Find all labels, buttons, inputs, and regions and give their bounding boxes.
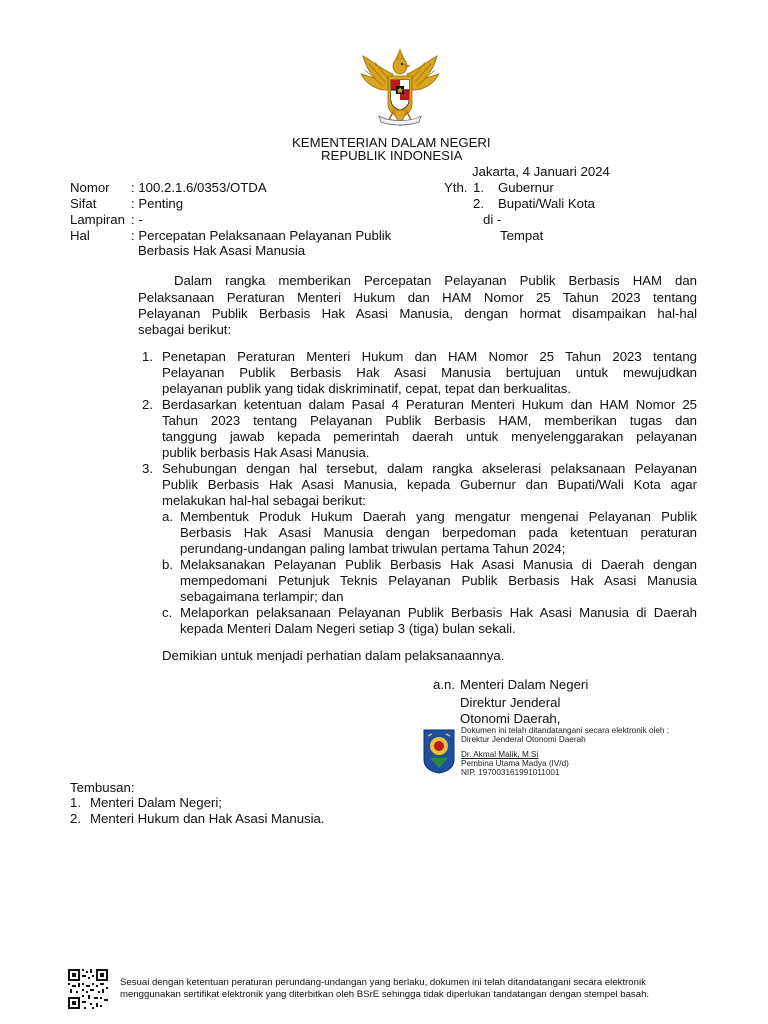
signature-line-1: Menteri Dalam Negeri [460, 677, 589, 692]
subpoint-a-line-2: Berbasis Hak Asasi Manusia dengan berpedoman pada ketentuan peraturan [180, 525, 697, 540]
subpoint-c-line-2: kepada Menteri Dalam Negeri setiap 3 (tiga) bulan sekali. [180, 621, 516, 636]
subpoint-letter-c: c. [162, 605, 173, 620]
point-number-3: 3. [142, 461, 153, 476]
footer-note-line-2: menggunakan sertifikat elektronik yang diterbitkan oleh BSrE sehingga tidak diperlukan tandatangan dengan stempel basah. [120, 989, 650, 1000]
point-2-line-2: Tahun 2023 tentang Pelayanan Publik Berbasis HAM, memberikan tugas dan [162, 413, 697, 428]
garuda-pancasila-icon [355, 44, 445, 134]
institution-title: KEMENTERIAN DALAM NEGERI [292, 135, 491, 150]
meta-label-lampiran: Lampiran [70, 212, 125, 227]
recipient-yth: Yth. [444, 180, 468, 195]
kemendagri-seal-icon [422, 728, 456, 774]
point-number-1: 1. [142, 349, 153, 364]
meta-value-lampiran: : - [131, 212, 143, 227]
qr-code-graphic [68, 969, 108, 1009]
signer-nip: NIP. 197003161991011001 [461, 768, 560, 777]
country-title: REPUBLIK INDONESIA [321, 148, 463, 163]
recipient-name-2: Bupati/Wali Kota [498, 196, 595, 211]
meta-value-hal-line2: Berbasis Hak Asasi Manusia [138, 243, 306, 258]
footer-note-line-1: Sesuai dengan ketentuan peraturan perundang-undangan yang berlaku, dokumen ini telah ditandatangani secara elektronik [120, 977, 646, 988]
subpoint-b-line-2: mempedomani Petunjuk Teknis Pelayanan Publik Berbasis Hak Asasi Manusia [180, 573, 697, 588]
signature-an: a.n. [433, 677, 455, 692]
point-1-line-1: Penetapan Peraturan Menteri Hukum dan HAM Nomor 25 Tahun 2023 tentang [162, 349, 697, 364]
letter-date: Jakarta, 4 Januari 2024 [472, 164, 610, 179]
intro-line-3: Pelayanan Publik Berbasis Hak Asasi Manusia, dengan hormat disampaikan hal-hal [138, 306, 697, 321]
point-2-line-4: publik berbasis Hak Asasi Manusia. [162, 445, 370, 460]
point-3-line-3: melakukan hal-hal sebagai berikut: [162, 493, 366, 508]
tembusan-item-1: Menteri Dalam Negeri; [90, 795, 222, 810]
signer-rank: Pembina Utama Madya (IV/d) [461, 759, 569, 768]
meta-label-sifat: Sifat [70, 196, 97, 211]
meta-value-nomor: : 100.2.1.6/0353/OTDA [131, 180, 267, 195]
subpoint-b-line-1: Melaksanakan Pelayanan Publik Berbasis Hak Asasi Manusia di Daerah dengan [180, 557, 697, 572]
point-3-line-1: Sehubungan dengan hal tersebut, dalam rangka akselerasi pelaksanaan Pelayanan [162, 461, 697, 476]
point-1-line-3: pelayanan publik yang tidak diskriminatif, cepat, tepat dan berkualitas. [162, 381, 572, 396]
qr-code-icon [68, 969, 108, 1009]
recipient-num-2: 2. [473, 196, 484, 211]
subpoint-a-line-3: perundang-undangan paling lambat triwulan pertama Tahun 2024; [180, 541, 566, 556]
esign-note-2: Direktur Jenderal Otonomi Daerah [461, 735, 586, 744]
recipient-di: di - [483, 212, 502, 227]
closing-text: Demikian untuk menjadi perhatian dalam pelaksanaannya. [162, 648, 505, 663]
point-3-line-2: Publik Berbasis Hak Asasi Manusia, kepada Gubernur dan Bupati/Wali Kota agar [162, 477, 697, 492]
subpoint-b-line-3: sebagaimana terlampir; dan [180, 589, 344, 604]
intro-line-1: Dalam rangka memberikan Percepatan Pelayanan Publik Berbasis HAM dan [174, 273, 697, 288]
point-number-2: 2. [142, 397, 153, 412]
subpoint-a-line-1: Membentuk Produk Hukum Daerah yang mengatur mengenai Pelayanan Publik [180, 509, 697, 524]
tembusan-title: Tembusan: [70, 780, 135, 795]
intro-line-4: sebagai berikut: [138, 322, 232, 337]
tembusan-num-2: 2. [70, 811, 81, 826]
point-2-line-3: tanggung jawab kepada pemerintah daerah untuk menyelenggarakan pelayanan [162, 429, 697, 444]
subpoint-letter-b: b. [162, 557, 173, 572]
signature-line-3: Otonomi Daerah, [460, 711, 561, 726]
point-2-line-1: Berdasarkan ketentuan dalam Pasal 4 Peraturan Menteri Hukum dan HAM Nomor 25 [162, 397, 697, 412]
recipient-tempat: Tempat [500, 228, 544, 243]
garuda-emblem [355, 44, 445, 134]
intro-line-2: Pelaksanaan Peraturan Menteri Hukum dan HAM Nomor 25 Tahun 2023 tentang [138, 290, 697, 305]
recipient-name-1: Gubernur [498, 180, 554, 195]
signer-name: Dr. Akmal Malik, M.Si [461, 750, 539, 759]
point-1-line-2: Pelayanan Publik Berbasis Hak Asasi Manusia bertujuan untuk mewujudkan [162, 365, 697, 380]
signature-line-2: Direktur Jenderal [460, 695, 561, 710]
kemendagri-seal [422, 728, 456, 774]
recipient-num-1: 1. [473, 180, 484, 195]
subpoint-letter-a: a. [162, 509, 173, 524]
meta-value-sifat: : Penting [131, 196, 184, 211]
meta-label-nomor: Nomor [70, 180, 110, 195]
tembusan-num-1: 1. [70, 795, 81, 810]
tembusan-item-2: Menteri Hukum dan Hak Asasi Manusia. [90, 811, 325, 826]
meta-value-hal: : Percepatan Pelaksanaan Pelayanan Publik [131, 228, 392, 243]
meta-label-hal: Hal [70, 228, 90, 243]
subpoint-c-line-1: Melaporkan pelaksanaan Pelayanan Publik Berbasis Hak Asasi Manusia di Daerah [180, 605, 697, 620]
esign-note-1: Dokumen ini telah ditandatangani secara elektronik oleh : [461, 726, 670, 735]
